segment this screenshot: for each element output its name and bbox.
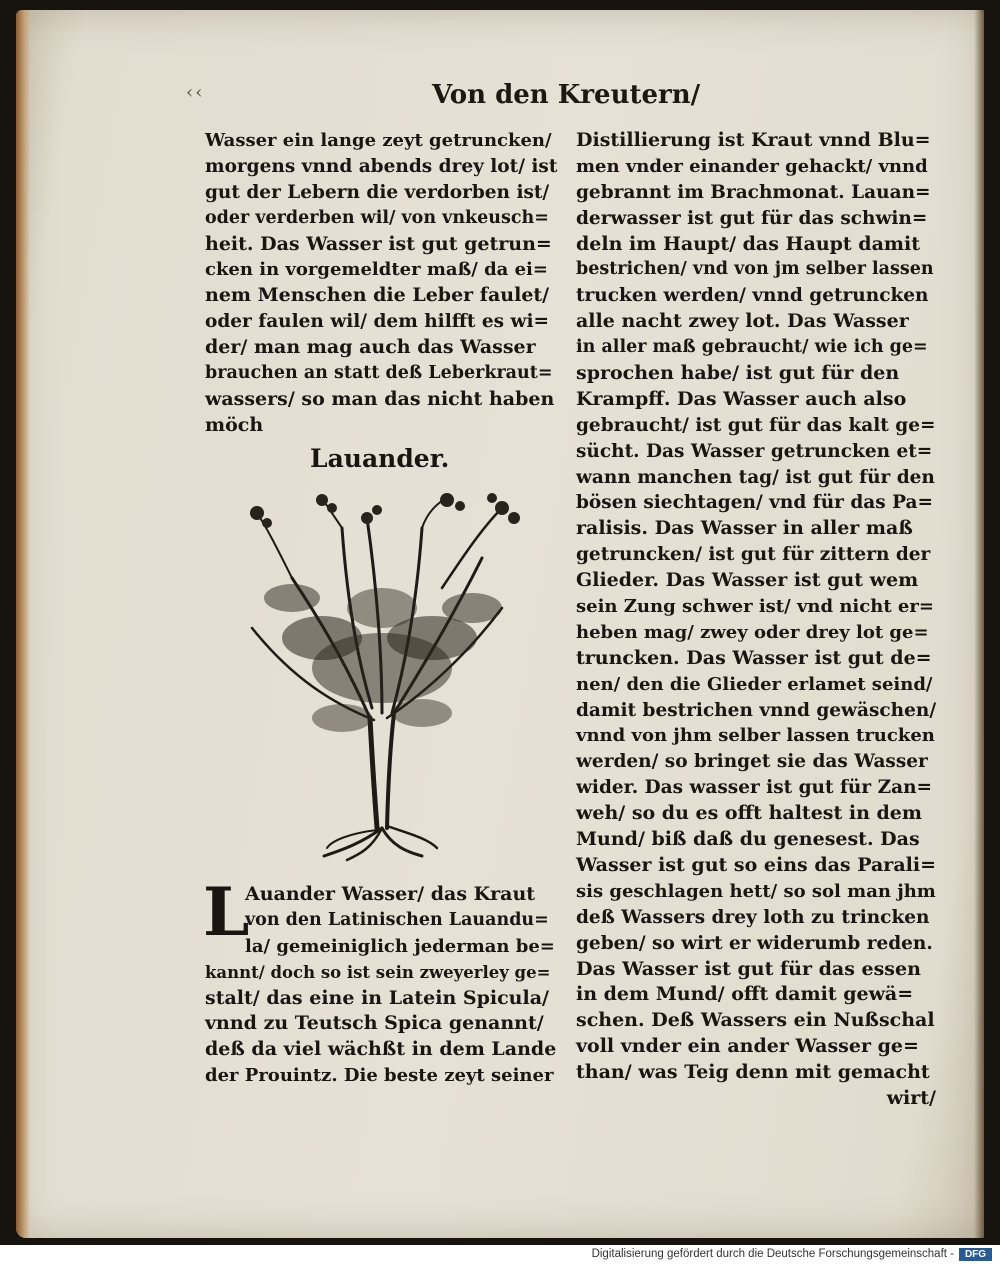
section-title: Lauander.: [310, 444, 450, 473]
running-header: Von den Kreutern/: [432, 80, 701, 110]
text-line: wirt/: [886, 1086, 936, 1109]
left-column-top: [205, 128, 557, 439]
right-column: [576, 128, 936, 1112]
text-line: damit bestrichen vnnd gewäschen/: [576, 699, 937, 721]
text-line: gebraucht/ ist gut für das kalt ge=: [576, 414, 936, 436]
text-line: kannt/ doch so ist sein zweyerley ge=: [205, 962, 551, 982]
text-line: wann manchen tag/ ist gut für den: [576, 466, 935, 488]
text-line: Wasser ein lange zeyt getruncken/: [205, 130, 552, 151]
text-line: trucken werden/ vnnd getruncken: [576, 285, 929, 307]
text-line: in aller maß gebraucht/ wie ich ge=: [576, 337, 928, 358]
text-line: von den Latinischen Lauandu=: [245, 909, 549, 930]
text-line: vnnd von jhm selber lassen trucken: [576, 725, 935, 747]
page-edge-left: [16, 10, 30, 1238]
footer-bar: [0, 1245, 1000, 1265]
text-line: stalt/ das eine in Latein Spicula/: [205, 986, 549, 1009]
text-line: heit. Das Wasser ist gut getrun=: [205, 232, 552, 255]
lavender-woodcut-illustration: [232, 488, 532, 868]
text-line: sein Zung schwer ist/ vnd nicht er=: [576, 596, 934, 618]
text-line: in dem Mund/ offt damit gewä=: [576, 983, 914, 1006]
text-line: Krampff. Das Wasser auch also: [576, 387, 907, 410]
text-line: wassers/ so man das nicht haben: [205, 387, 555, 410]
text-line: deß Wassers drey loth zu trincken: [576, 906, 930, 928]
text-line: heben mag/ zwey oder drey lot ge=: [576, 621, 929, 643]
text-line: la/ gemeiniglich jederman be=: [245, 935, 555, 957]
text-line: deln im Haupt/ das Haupt damit: [576, 232, 921, 255]
text-line: getruncken/ ist gut für zittern der: [576, 544, 931, 566]
text-line: bösen siechtagen/ vnd für das Pa=: [576, 492, 934, 514]
text-line: men vnder einander gehackt/ vnnd: [576, 155, 928, 177]
text-line: brauchen an statt deß Leberkraut=: [205, 363, 553, 384]
funding-credit: Digitalisierung gefördert durch die Deutsche Forschungsgemeinschaft -: [591, 1248, 954, 1260]
text-line: oder verderben wil/ von vnkeusch=: [205, 207, 549, 228]
text-line: sücht. Das Wasser getruncken et=: [576, 440, 933, 462]
text-line: möch: [205, 413, 264, 436]
text-line: Wasser ist gut so eins das Parali=: [576, 853, 936, 876]
page-edge-right: [974, 10, 984, 1238]
text-line: vnnd zu Teutsch Spica genannt/: [205, 1012, 544, 1035]
drop-cap-letter: L: [203, 873, 250, 951]
text-line: sprochen habe/ ist gut für den: [576, 362, 900, 385]
text-line: alle nacht zwey lot. Das Wasser: [576, 310, 909, 333]
text-line: truncken. Das Wasser ist gut de=: [576, 646, 932, 669]
text-line: bestrichen/ vnd von jm selber lassen: [576, 259, 934, 280]
text-line: Das Wasser ist gut für das essen: [576, 957, 921, 980]
text-line: werden/ so bringet sie das Wasser: [576, 751, 928, 773]
text-line: Glieder. Das Wasser ist gut wem: [576, 569, 919, 592]
text-line: oder faulen wil/ dem hilfft es wi=: [205, 311, 549, 333]
text-line: Distillierung ist Kraut vnnd Blu=: [576, 129, 931, 151]
text-line: Auander Wasser/ das Kraut: [245, 883, 536, 905]
text-line: sis geschlagen hett/ so sol man jhm: [576, 880, 936, 902]
text-line: nem Menschen die Leber faulet/: [205, 284, 550, 307]
text-line: than/ was Teig denn mit gemacht: [576, 1061, 930, 1084]
text-line: deß da viel wächßt in dem Lande: [205, 1038, 557, 1061]
text-line: voll vnder ein ander Wasser ge=: [576, 1035, 919, 1058]
text-line: geben/ so wirt er widerumb reden.: [576, 932, 933, 954]
text-line: cken in vorgemeldter maß/ da ei=: [205, 259, 548, 281]
text-line: nen/ den die Glieder erlamet seind/: [576, 673, 933, 695]
text-line: der/ man mag auch das Wasser: [205, 336, 536, 359]
page-corner-mark: ‹‹: [186, 82, 205, 103]
text-line: ralisis. Das Wasser in aller maß: [576, 517, 913, 540]
dfg-logo-icon[interactable]: DFG: [959, 1248, 992, 1261]
left-column-bottom: [205, 882, 557, 1089]
text-line: schen. Deß Wassers ein Nußschal: [576, 1009, 935, 1032]
text-line: weh/ so du es offt haltest in dem: [576, 802, 922, 825]
text-line: derwasser ist gut für das schwin=: [576, 207, 928, 229]
text-line: gebrannt im Brachmonat. Lauan=: [576, 181, 931, 203]
text-line: gut der Lebern die verdorben ist/: [205, 181, 550, 203]
text-line: morgens vnnd abends drey lot/ ist: [205, 155, 558, 177]
text-line: Mund/ biß daß du genesest. Das: [576, 828, 920, 851]
text-line: der Prouintz. Die beste zeyt seiner: [205, 1065, 554, 1087]
text-line: wider. Das wasser ist gut für Zan=: [576, 777, 933, 799]
